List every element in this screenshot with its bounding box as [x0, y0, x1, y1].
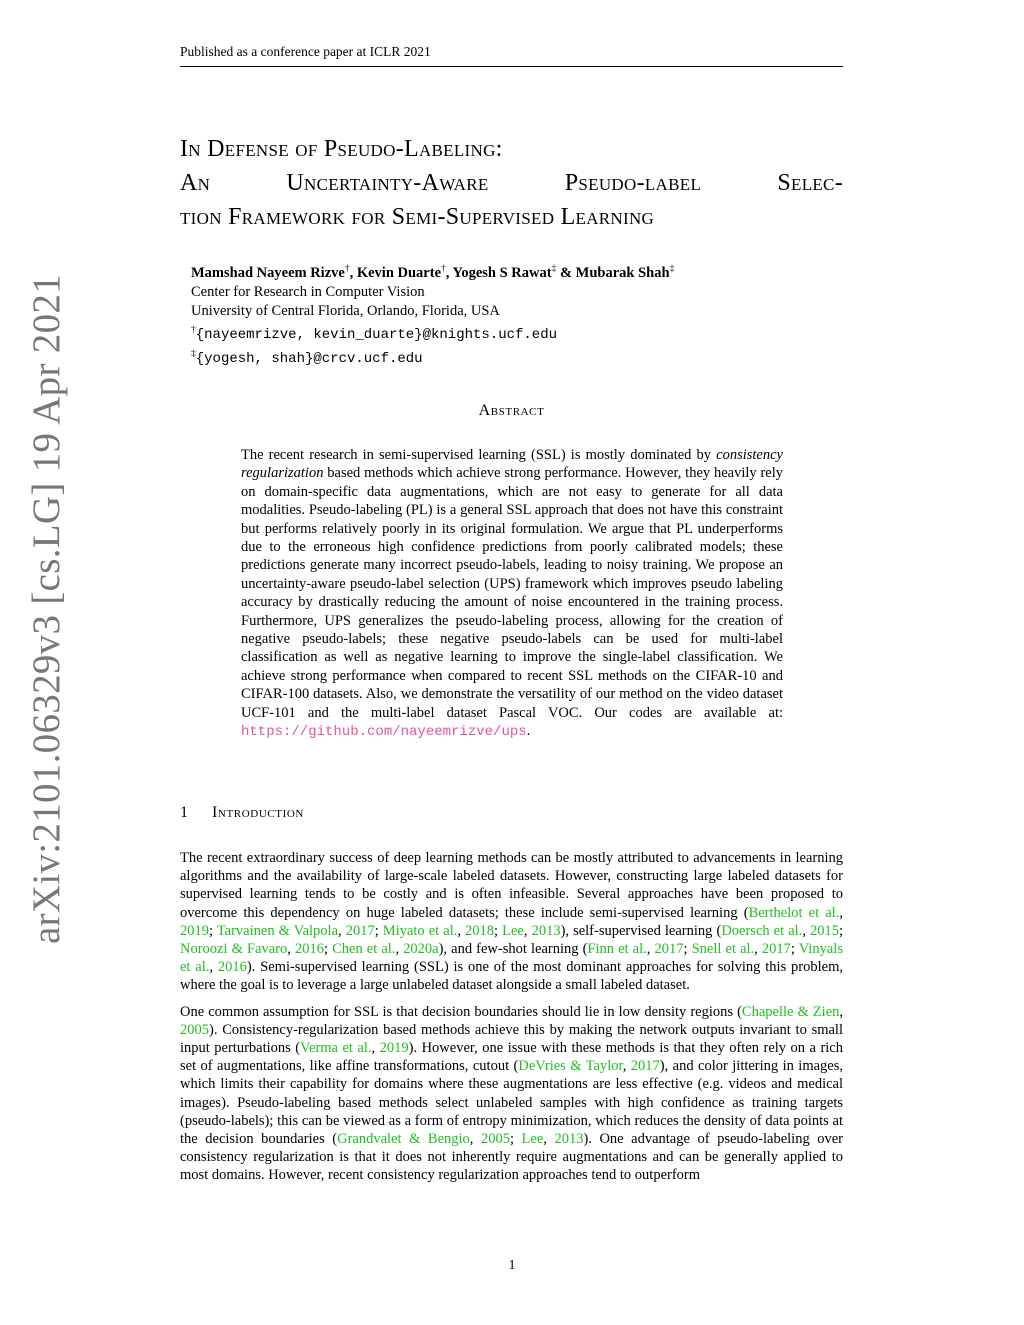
paragraph-text: ). Semi-supervised learning (SSL) is one of the most dominant approaches for solving this problem, where the goal is to leverage a large unlabeled dataset alongside a small labeled dataset.: [180, 959, 844, 994]
citation-link[interactable]: 2017: [345, 922, 375, 939]
citation-link[interactable]: Verma et al.: [300, 1040, 372, 1057]
abstract-segment: based methods which achieve strong performance. However, they heavily rely on domain-specific data augmentations, which are not easy to generate for all data modalities. Pseudo-labeling (PL) is a general SSL approach that does not have this constraint but performs relatively poorly in its original formulation. We argue that PL underperforms due to the erroneous high confidence predictions from poorly calibrated models; these predictions generate many incorrect pseudo-labels, leading to noisy training. We propose an uncertainty-aware pseudo-label selection (UPS) framework which improves pseudo labeling accuracy by drastically reducing the amount of noise encountered in the training process. Furthermore, UPS generalizes the pseudo-labeling process, allowing for the creation of negative pseudo-labels; these negative pseudo-labels can be used for multi-label classification as well as negative learning to improve the single-label classification. We achieve strong performance when compared to recent SSL methods on the CIFAR-10 and CIFAR-100 datasets. Also, we demonstrate the versatility of our method on the video dataset UCF-101 and the multi-label dataset Pascal VOC. Our codes are available at:: [241, 465, 783, 721]
email-address[interactable]: {yogesh, shah}@crcv.ucf.edu: [195, 350, 423, 367]
email-address[interactable]: {nayeemrizve, kevin_duarte}@knights.ucf.edu: [195, 326, 558, 343]
paragraph-text: ;: [509, 1131, 522, 1148]
title-word: Uncertainty-Aware: [286, 170, 489, 196]
email-mark: †: [191, 324, 196, 335]
introduction-body: [180, 849, 843, 1193]
title-word: Pseudo-label: [564, 170, 702, 196]
citation-link[interactable]: Chen et al.: [332, 941, 396, 958]
paragraph-text: ,: [457, 922, 466, 939]
author-block: [191, 260, 831, 368]
code-link[interactable]: https://github.com/nayeemrizve/ups: [241, 724, 527, 741]
citation-link[interactable]: 2016: [294, 941, 324, 958]
abstract-text: [241, 446, 783, 742]
citation-link[interactable]: 2019: [180, 922, 209, 939]
paragraph-text: ,: [469, 1131, 481, 1148]
author-names: [191, 260, 831, 283]
citation-link[interactable]: Lee: [521, 1131, 544, 1148]
author-name: Mubarak Shah: [575, 264, 670, 281]
paragraph-text: ;: [209, 922, 217, 939]
paragraph-text: ,: [839, 1003, 844, 1020]
citation-link[interactable]: 2015: [809, 922, 839, 939]
author-mark: ‡: [551, 264, 557, 274]
citation-link[interactable]: Finn et al.: [587, 941, 647, 958]
citation-link[interactable]: Vinyals et al.: [180, 941, 843, 976]
citation-link[interactable]: 2018: [465, 922, 495, 939]
citation-link[interactable]: DeVries & Taylor: [518, 1058, 623, 1075]
citation-link[interactable]: 2005: [480, 1131, 510, 1148]
citation-link[interactable]: Noroozi & Favaro: [180, 941, 288, 958]
abstract-segment: .: [526, 723, 531, 740]
paragraph-text: ;: [683, 941, 692, 958]
title-line-1: In Defense of Pseudo-Labeling:: [180, 136, 503, 162]
abstract-emphasis: consistency regularization: [241, 447, 783, 482]
paper-title: [180, 132, 843, 234]
affiliation-line: University of Central Florida, Orlando, Florida, USA: [191, 302, 500, 319]
paragraph-text: ), and color jittering in images, which limits their capability for domains where these augmentations are less effective (e.g. videos and medical images). Pseudo-labeling based methods select unlabeled samples with high confidence as training targets (pseudo-labels); this can be viewed as a form of entropy minimization, which reduces the density of data points at the decision boundaries (: [180, 1058, 843, 1148]
author-name: Yogesh S Rawat: [452, 264, 552, 281]
paragraph-text: ,: [646, 941, 655, 958]
email-mark: ‡: [191, 348, 196, 359]
paragraph-text: One common assumption for SSL is that decision boundaries should lie in low density regions (: [180, 1003, 742, 1020]
author-name: Kevin Duarte: [356, 264, 442, 281]
paragraph-text: ), and few-shot learning (: [438, 941, 588, 958]
citation-link[interactable]: 2013: [531, 922, 561, 939]
paragraph-text: The recent extraordinary success of deep learning methods can be mostly attributed to advancements in learning algorithms and the availability of large-scale labeled datasets. However, constructing large labeled datasets for supervised learning tends to be costly and is often infeasible. Several approaches have been proposed to overcome this dependency on huge labeled datasets; these include semi-supervised learning (: [180, 850, 843, 921]
paragraph-text: ). One advantage of pseudo-labeling over consistency regularization is that it does not inherently require augmentations and can be generally applied to most domains. However, recent consistency regularization approaches tend to outperform: [180, 1131, 844, 1184]
author-mark: †: [441, 264, 446, 274]
abstract-segment: The recent research in semi-supervised learning (SSL) is mostly dominated by: [241, 447, 717, 463]
email-line: [191, 345, 831, 369]
title-word: Selec-: [777, 170, 843, 196]
paragraph-text: ;: [838, 922, 844, 939]
paragraph-text: ,: [371, 1040, 380, 1057]
paragraph-text: ). However, one issue with these methods is that they often rely on a rich set of augmentations, like affine transformations, cutout (: [180, 1040, 843, 1075]
paragraph-text: ,: [209, 959, 218, 976]
author-separator: ,: [445, 264, 453, 281]
paragraph-text: ;: [494, 922, 503, 939]
author-mark: †: [344, 264, 350, 274]
paragraph-text: ,: [754, 941, 762, 958]
section-title: Introduction: [212, 804, 304, 821]
paragraph-text: ,: [622, 1058, 631, 1075]
paragraph-text: ,: [395, 941, 404, 958]
author-separator: &: [556, 264, 576, 281]
author-mark: ‡: [669, 264, 675, 274]
citation-link[interactable]: 2013: [554, 1131, 584, 1148]
title-line-2: [180, 166, 843, 200]
title-word: An: [180, 170, 211, 196]
paragraph-text: ;: [374, 922, 383, 939]
intro-paragraph-2: [180, 1003, 843, 1185]
citation-link[interactable]: Snell et al.: [691, 941, 755, 958]
email-line: [191, 321, 831, 345]
author-name: Mamshad Nayeem Rizve: [191, 264, 345, 281]
page-number: 1: [508, 1258, 516, 1273]
paragraph-text: ;: [790, 941, 799, 958]
author-separator: ,: [349, 264, 357, 281]
affiliation-line: Center for Research in Computer Vision: [191, 283, 425, 300]
citation-link[interactable]: 2017: [761, 941, 791, 958]
citation-link[interactable]: Tarvainen & Valpola: [216, 922, 339, 939]
section-heading-introduction: [180, 804, 304, 822]
paragraph-text: ), self-supervised learning (: [560, 922, 722, 939]
citation-link[interactable]: Grandvalet & Bengio: [337, 1131, 470, 1148]
arxiv-stamp: arXiv:2101.06329v3 [cs.LG] 19 Apr 2021: [25, 274, 68, 944]
paragraph-text: ). Consistency-regularization based methods achieve this by making the network outputs invariant to small input perturbations (: [180, 1021, 843, 1057]
citation-link[interactable]: Miyato et al.: [382, 922, 458, 939]
running-header: Published as a conference paper at ICLR 2021: [180, 44, 843, 67]
paragraph-text: ,: [523, 922, 532, 939]
citation-link[interactable]: 2019: [379, 1040, 409, 1057]
paragraph-text: ,: [802, 922, 810, 939]
citation-link[interactable]: 2020a: [403, 941, 439, 958]
paragraph-text: ,: [287, 941, 295, 958]
citation-link[interactable]: 2016: [217, 959, 247, 976]
citation-link[interactable]: 2017: [630, 1058, 660, 1075]
citation-link[interactable]: 2017: [654, 941, 684, 958]
section-number: 1: [180, 804, 189, 821]
paragraph-text: ;: [323, 941, 333, 958]
citation-link[interactable]: Berthelot et al.: [748, 904, 840, 921]
citation-link[interactable]: Doersch et al.: [721, 922, 803, 939]
paragraph-text: ,: [839, 904, 844, 921]
citation-link[interactable]: 2005: [180, 1021, 209, 1038]
paragraph-text: ,: [338, 922, 346, 939]
citation-link[interactable]: Lee: [502, 922, 524, 939]
citation-link[interactable]: Chapelle & Zien: [741, 1003, 840, 1020]
paragraph-text: ,: [543, 1131, 555, 1148]
title-line-3: tion Framework for Semi-Supervised Learning: [180, 204, 655, 230]
abstract-heading: Abstract: [478, 402, 545, 419]
intro-paragraph-1: [180, 849, 843, 995]
